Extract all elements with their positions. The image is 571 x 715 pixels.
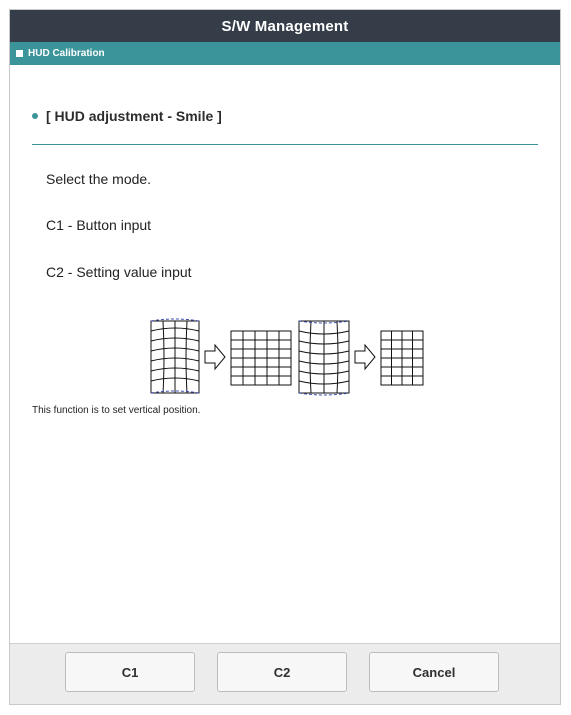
bullet-dot-icon [32,113,38,119]
smile-adjustment-diagram [149,317,424,397]
button-bar [10,643,560,704]
c1-button[interactable]: C1 [65,652,195,692]
cancel-button[interactable]: Cancel [369,652,499,692]
subheader-bar [10,42,560,65]
window-title: S/W Management [221,17,349,35]
arrow-right-icon [355,345,375,369]
section-divider [32,144,538,145]
subheader-label: HUD Calibration [28,48,105,59]
option-c1-text: C1 - Button input [46,217,152,233]
instruction-text: Select the mode. [46,171,152,187]
distorted-grid-2-icon [299,321,349,395]
section-title: [ HUD adjustment - Smile ] [46,108,222,124]
option-c2-text: C2 - Setting value input [46,264,192,280]
square-bullet-icon [16,50,23,57]
section-heading [32,108,538,124]
title-bar [10,10,560,42]
corrected-grid-1-icon [231,331,291,385]
dialog-window [9,9,561,705]
corrected-grid-2-icon [381,331,423,385]
arrow-right-icon [205,345,225,369]
function-note: This function is to set vertical position. [32,405,201,416]
c2-button[interactable]: C2 [217,652,347,692]
distorted-grid-1-icon [151,319,199,393]
